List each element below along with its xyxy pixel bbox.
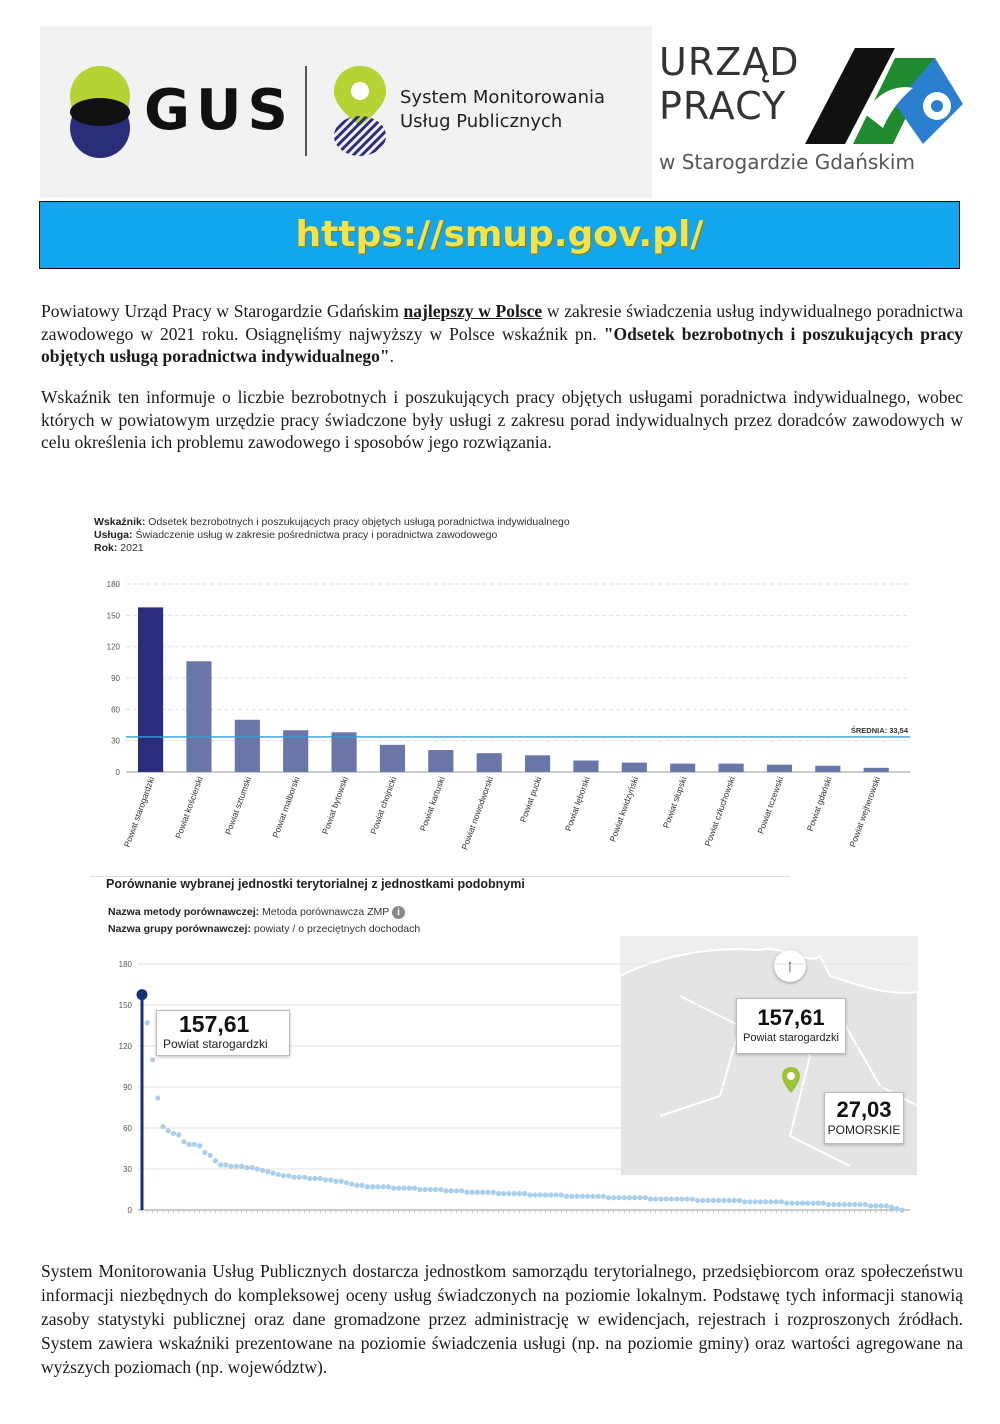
logo-divider xyxy=(305,66,307,156)
group-label: Nazwa grupy porównawczej: xyxy=(108,923,251,935)
bar xyxy=(428,750,453,772)
method-label: Nazwa metody porównawczej: xyxy=(108,906,260,918)
comparison-dot xyxy=(229,1164,234,1169)
comparison-dot xyxy=(700,1198,705,1203)
comparison-dot xyxy=(218,1162,223,1167)
comparison-dot xyxy=(365,1184,370,1189)
comparison-dot xyxy=(732,1198,737,1203)
method-row xyxy=(108,904,420,921)
bar xyxy=(332,732,357,772)
dot-y-tick-label: 150 xyxy=(118,1001,132,1010)
highlight-tooltip xyxy=(156,1010,290,1056)
comparison-dot xyxy=(333,1179,338,1184)
dot-y-tick-label: 120 xyxy=(118,1042,132,1051)
comparison-dot xyxy=(171,1131,176,1136)
smup-description-paragraph: System Monitorowania Usług Publicznych dostarcza jednostkom samorządu terytorialnego, przedsiębiorcom oraz społeczeństwu informacji niezbędnych do kompleksowej oceny usług świadczonych na poziomie lokalnym. Podstawę tych informacji stanowią zasoby statystyki publicznej oraz dane gromadzone przez administrację w ewidencjach, rejestrach i rozproszonych źródłach. System zawiera wskaźniki prezentowane na poziomie świadczenia usługi (np. na poziomie gminy) oraz wartości agregowane na wyższych poziomach (np. województw). xyxy=(41,1261,963,1377)
comparison-dot xyxy=(726,1198,731,1203)
comparison-dot xyxy=(396,1186,401,1191)
comparison-dot xyxy=(569,1194,574,1199)
comparison-dot xyxy=(695,1198,700,1203)
indicator-name-emphasis: "Odsetek bezrobotnych i poszukujących pracy objętych usługą poradnictwa indywidualnego" xyxy=(41,323,963,366)
comparison-dot xyxy=(779,1199,784,1204)
comparison-dot xyxy=(344,1180,349,1185)
comparison-dot xyxy=(192,1142,197,1147)
comparison-dot xyxy=(716,1198,721,1203)
up-emblem-icon xyxy=(795,44,965,148)
intro-text-2: w zakresie świadczenia usług indywidualnego poradnictwa zawodowego w 2021 roku. Osiągnęliśmy najwyższy w Polsce wskaźnik pn. xyxy=(41,301,963,344)
comparison-dot xyxy=(454,1188,459,1193)
bar-category-label: Powiat malborski xyxy=(270,775,302,840)
comparison-dot xyxy=(643,1195,648,1200)
comparison-dot xyxy=(323,1177,328,1182)
comparison-dot xyxy=(270,1171,275,1176)
service-meta-label: Usługa: xyxy=(94,529,133,541)
comparison-dot xyxy=(276,1172,281,1177)
comparison-dot xyxy=(852,1202,857,1207)
bar xyxy=(670,764,695,772)
up-name xyxy=(659,40,800,128)
comparison-dot xyxy=(349,1181,354,1186)
comparison-dot xyxy=(297,1175,302,1180)
comparison-dot xyxy=(805,1201,810,1206)
comparison-dot xyxy=(412,1186,417,1191)
bar-category-label: Powiat słupski xyxy=(660,775,689,830)
comparison-dot xyxy=(669,1196,674,1201)
comparison-dot xyxy=(506,1191,511,1196)
comparison-dot xyxy=(160,1124,165,1129)
comparison-dot xyxy=(438,1187,443,1192)
comparison-dot xyxy=(878,1203,883,1208)
bar xyxy=(138,607,163,772)
bar-category-label: Powiat pucki xyxy=(517,775,544,824)
comparison-dot xyxy=(768,1199,773,1204)
comparison-dot xyxy=(580,1194,585,1199)
comparison-dot xyxy=(422,1187,427,1192)
comparison-dot xyxy=(443,1188,448,1193)
comparison-dot xyxy=(627,1195,632,1200)
bar xyxy=(719,764,744,772)
comparison-dot xyxy=(795,1201,800,1206)
bar xyxy=(864,768,889,772)
comparison-dot xyxy=(449,1188,454,1193)
bar-category-label: Powiat sztumski xyxy=(222,775,254,836)
year-meta-label: Rok: xyxy=(94,542,118,554)
comparison-dot xyxy=(239,1164,244,1169)
comparison-dot xyxy=(758,1199,763,1204)
comparison-dot xyxy=(197,1143,202,1148)
comparison-dot xyxy=(648,1196,653,1201)
highlight-tooltip-name: Powiat starogardzki xyxy=(163,1037,268,1051)
comparison-dot xyxy=(407,1186,412,1191)
bar-category-label: Powiat wejherowski xyxy=(847,775,883,849)
comparison-dot xyxy=(213,1158,218,1163)
bar xyxy=(573,761,598,772)
comparison-dot xyxy=(679,1196,684,1201)
scroll-up-button[interactable]: ↑ xyxy=(774,950,806,982)
comparison-dot xyxy=(899,1207,904,1212)
comparison-dot xyxy=(685,1196,690,1201)
bar-category-label: Powiat lęborski xyxy=(562,775,592,833)
dot-y-tick-label: 30 xyxy=(123,1165,132,1174)
comparison-dot xyxy=(690,1196,695,1201)
group-row xyxy=(108,921,420,938)
dot-y-tick-label: 90 xyxy=(123,1083,132,1092)
comparison-dot xyxy=(433,1187,438,1192)
dot-y-tick-label: 60 xyxy=(123,1124,132,1133)
comparison-dot xyxy=(470,1190,475,1195)
bar-y-tick-label: 60 xyxy=(111,705,120,715)
highlight-tooltip-value: 157,61 xyxy=(179,1011,250,1037)
comparison-dot xyxy=(360,1183,365,1188)
comparison-dot xyxy=(873,1203,878,1208)
comparison-dot xyxy=(417,1187,422,1192)
bar-category-label: Powiat kwidzyński xyxy=(607,775,641,844)
gus-logo-icon xyxy=(70,66,130,158)
comparison-dot xyxy=(889,1205,894,1210)
comparison-dot xyxy=(601,1194,606,1199)
map-tooltip-powiat xyxy=(736,998,846,1054)
comparison-dot xyxy=(281,1173,286,1178)
comparison-dot xyxy=(312,1176,317,1181)
indicator-meta-label: Wskaźnik: xyxy=(94,516,146,528)
comparison-dot xyxy=(590,1194,595,1199)
smup-name xyxy=(400,86,605,134)
comparison-dot xyxy=(244,1165,249,1170)
bar-category-label: Powiat kartuski xyxy=(417,775,447,833)
comparison-dot xyxy=(894,1206,899,1211)
comparison-dot xyxy=(401,1186,406,1191)
bar-y-tick-label: 150 xyxy=(106,611,120,621)
service-meta-row xyxy=(94,529,570,542)
comparison-dot xyxy=(150,1057,155,1062)
comparison-dot xyxy=(753,1199,758,1204)
intro-paragraph xyxy=(41,300,963,368)
comparison-dot xyxy=(265,1169,270,1174)
up-city: w Starogardzie Gdańskim xyxy=(659,150,915,174)
comparison-dot xyxy=(428,1187,433,1192)
map-tooltip-powiat-value: 157,61 xyxy=(757,1005,825,1030)
comparison-dot xyxy=(564,1194,569,1199)
bar xyxy=(186,661,211,772)
map-tooltip-region-name: POMORSKIE xyxy=(827,1123,901,1137)
comparison-dot xyxy=(155,1095,160,1100)
comparison-meta xyxy=(108,904,420,938)
comparison-dot xyxy=(831,1202,836,1207)
urzad-pracy-logo xyxy=(655,40,965,190)
comparison-dot xyxy=(543,1192,548,1197)
comparison-dot xyxy=(307,1176,312,1181)
comparison-dot xyxy=(637,1195,642,1200)
comparison-dot xyxy=(884,1203,889,1208)
bar-category-label: Powiat chojnicki xyxy=(368,775,399,836)
year-meta-row xyxy=(94,542,570,555)
dot-y-tick-label: 180 xyxy=(118,960,132,969)
comparison-dot xyxy=(234,1164,239,1169)
comparison-dot xyxy=(632,1195,637,1200)
dot-y-tick-label: 0 xyxy=(127,1206,132,1215)
comparison-dot xyxy=(533,1192,538,1197)
comparison-dot xyxy=(485,1190,490,1195)
bar xyxy=(767,765,792,772)
comparison-dot xyxy=(223,1162,228,1167)
comparison-dot xyxy=(674,1196,679,1201)
comparison-dot xyxy=(260,1168,265,1173)
comparison-dot xyxy=(821,1201,826,1206)
comparison-dot xyxy=(763,1199,768,1204)
url-link[interactable]: https://smup.gov.pl/ xyxy=(295,214,704,255)
comparison-dot xyxy=(816,1201,821,1206)
gus-wordmark: GUS xyxy=(144,78,294,143)
bar-category-label: Powiat starogardzki xyxy=(121,775,157,849)
comparison-dot xyxy=(249,1165,254,1170)
comparison-dot xyxy=(512,1191,517,1196)
map-tooltip-region xyxy=(824,1092,904,1144)
comparison-dot xyxy=(585,1194,590,1199)
comparison-dot xyxy=(522,1191,527,1196)
comparison-dot xyxy=(737,1198,742,1203)
comparison-dot xyxy=(202,1150,207,1155)
comparison-dot xyxy=(837,1202,842,1207)
comparison-dot xyxy=(501,1191,506,1196)
bar xyxy=(380,745,405,772)
comparison-dot xyxy=(548,1192,553,1197)
comparison-dot xyxy=(847,1202,852,1207)
service-meta-value: Świadczenie usług w zakresie pośrednictwa pracy i poradnictwa zawodowego xyxy=(135,529,498,541)
comparison-dot xyxy=(606,1195,611,1200)
bar-category-label: Powiat gdański xyxy=(804,775,834,833)
bar-category-label: Powiat bytowski xyxy=(319,775,350,836)
comparison-dot xyxy=(868,1203,873,1208)
comparison-dot xyxy=(464,1190,469,1195)
comparison-dot xyxy=(747,1199,752,1204)
intro-text-end: . xyxy=(389,346,394,366)
comparison-dot xyxy=(538,1192,543,1197)
comparison-dot xyxy=(705,1198,710,1203)
year-meta-value: 2021 xyxy=(120,542,144,554)
logo-band xyxy=(40,26,652,198)
smup-pin-icon xyxy=(332,64,388,156)
bar xyxy=(815,766,840,772)
bar xyxy=(525,755,550,772)
comparison-dot xyxy=(459,1188,464,1193)
bar-chart-meta xyxy=(94,516,570,555)
comparison-dot xyxy=(176,1132,181,1137)
comparison-dot xyxy=(208,1153,213,1158)
comparison-dot xyxy=(291,1175,296,1180)
smup-name-line1: System Monitorowania xyxy=(400,87,606,108)
bar-y-tick-label: 180 xyxy=(106,580,120,589)
comparison-dot xyxy=(354,1183,359,1188)
method-value: Metoda porównawcza ZMP xyxy=(262,906,390,918)
comparison-dot xyxy=(386,1184,391,1189)
bar-category-label: Powiat tczewski xyxy=(755,775,786,836)
indicator-meta-row xyxy=(94,516,570,529)
comparison-dot xyxy=(664,1196,669,1201)
comparison-dot xyxy=(302,1175,307,1180)
comparison-dot xyxy=(784,1201,789,1206)
bar-y-tick-label: 0 xyxy=(115,768,120,777)
best-in-poland-emphasis: najlepszy w Polsce xyxy=(403,301,543,321)
comparison-dot xyxy=(187,1142,192,1147)
comparison-dot xyxy=(517,1191,522,1196)
bar xyxy=(622,763,647,772)
bar xyxy=(235,720,260,772)
comparison-dot xyxy=(616,1195,621,1200)
comparison-dot xyxy=(181,1139,186,1144)
up-name-line2: PRACY xyxy=(659,84,787,128)
average-label: ŚREDNIA: 33,54 xyxy=(850,725,908,735)
comparison-dot xyxy=(527,1192,532,1197)
smup-name-line2: Usług Publicznych xyxy=(400,111,563,132)
comparison-dot xyxy=(391,1186,396,1191)
bar xyxy=(477,753,502,772)
comparison-dot xyxy=(653,1196,658,1201)
comparison-dot xyxy=(711,1198,716,1203)
comparison-dot xyxy=(574,1194,579,1199)
comparison-dot xyxy=(800,1201,805,1206)
comparison-dot xyxy=(774,1199,779,1204)
bar-y-tick-label: 120 xyxy=(106,642,120,652)
up-name-line1: URZĄD xyxy=(659,40,800,84)
highlight-dot xyxy=(137,989,148,1000)
bar-category-label: Powiat kościerski xyxy=(173,775,205,840)
location-pin-icon[interactable] xyxy=(781,1066,801,1094)
comparison-dot xyxy=(145,1020,150,1025)
indicator-description-paragraph: Wskaźnik ten informuje o liczbie bezrobotnych i poszukujących pracy objętych usługami poradnictwa indywidualnego, wobec których w powiatowym urzędzie pracy świadczone były usługi z zakresu porad indywidualnych przez doradców zawodowych w celu określenia ich problemu zawodowego i sposobów jego rozwiązania. xyxy=(41,387,963,452)
comparison-dot xyxy=(480,1190,485,1195)
comparison-dot xyxy=(842,1202,847,1207)
bar-category-label: Powiat nowodworski xyxy=(459,775,496,852)
comparison-dot xyxy=(611,1195,616,1200)
comparison-dot xyxy=(318,1176,323,1181)
comparison-dot xyxy=(328,1177,333,1182)
comparison-dot xyxy=(375,1184,380,1189)
bar-category-label: Powiat człuchowski xyxy=(702,775,737,848)
comparison-dot xyxy=(863,1202,868,1207)
bar-y-tick-label: 90 xyxy=(111,674,120,683)
comparison-dot xyxy=(286,1173,291,1178)
comparison-dot xyxy=(857,1202,862,1207)
comparison-dot xyxy=(339,1179,344,1184)
comparison-title: Porównanie wybranej jednostki terytorialnej z jednostkami podobnymi xyxy=(106,877,525,891)
map-tooltip-powiat-name: Powiat starogardzki xyxy=(743,1032,839,1044)
comparison-dot xyxy=(622,1195,627,1200)
comparison-dot xyxy=(595,1194,600,1199)
map-tooltip-region-value: 27,03 xyxy=(836,1097,892,1122)
comparison-dot xyxy=(370,1184,375,1189)
comparison-dot xyxy=(553,1192,558,1197)
comparison-dot xyxy=(810,1201,815,1206)
comparison-dot xyxy=(742,1199,747,1204)
indicator-meta-value: Odsetek bezrobotnych i poszukujących pracy objętych usługą poradnictwa indywidualnego xyxy=(148,516,570,528)
comparison-dot xyxy=(826,1202,831,1207)
comparison-dot xyxy=(496,1191,501,1196)
comparison-dot xyxy=(491,1190,496,1195)
info-icon[interactable]: i xyxy=(392,906,405,919)
url-banner[interactable] xyxy=(39,201,960,269)
comparison-dot xyxy=(475,1190,480,1195)
group-value: powiaty / o przeciętnych dochodach xyxy=(253,923,421,935)
bar-y-tick-label: 30 xyxy=(111,736,120,746)
comparison-dot xyxy=(255,1166,260,1171)
comparison-dot xyxy=(381,1184,386,1189)
intro-text-1: Powiatowy Urząd Pracy w Starogardzie Gdańskim xyxy=(41,301,404,321)
comparison-dot xyxy=(658,1196,663,1201)
comparison-dot xyxy=(559,1192,564,1197)
bar-chart xyxy=(90,574,920,864)
comparison-dot xyxy=(721,1198,726,1203)
comparison-dot xyxy=(166,1128,171,1133)
comparison-dot xyxy=(789,1201,794,1206)
